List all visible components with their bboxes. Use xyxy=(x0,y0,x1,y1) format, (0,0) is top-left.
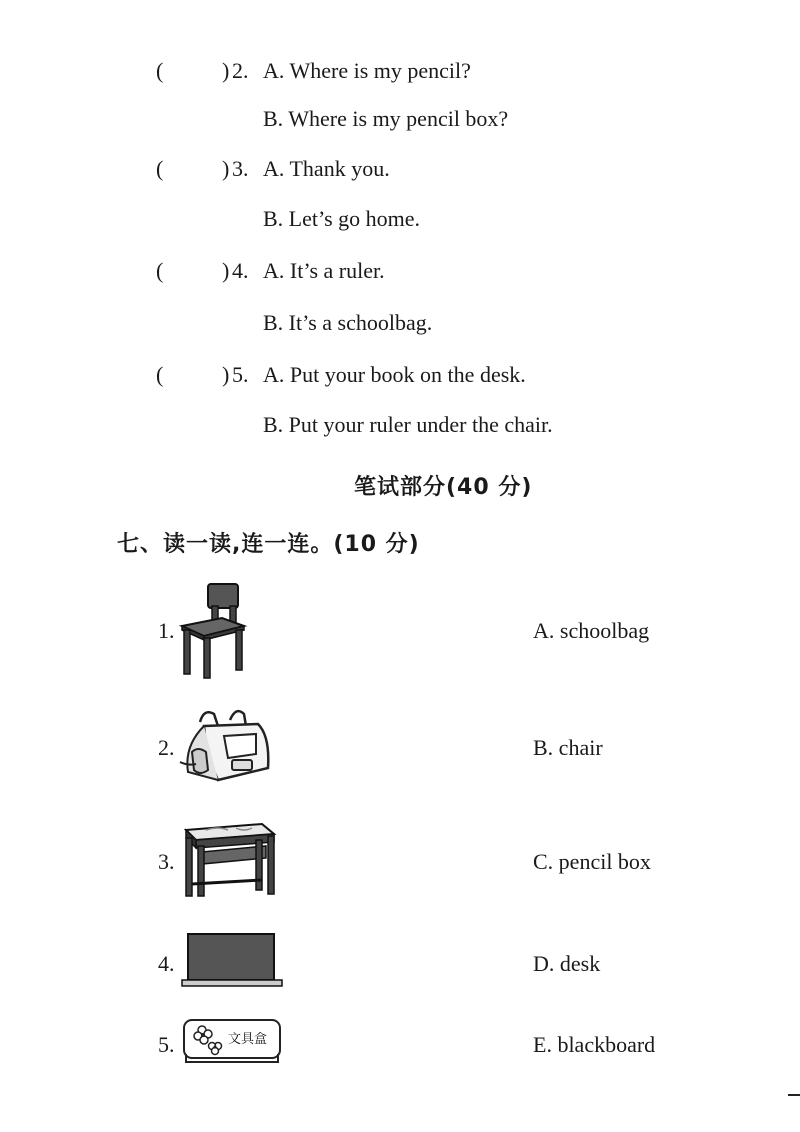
answer-paren-open[interactable]: ( xyxy=(156,156,164,181)
schoolbag-icon[interactable] xyxy=(178,706,276,786)
written-section-title: 笔试部分(40 分) xyxy=(354,475,533,500)
match-number-3: 3. xyxy=(158,849,175,874)
option-b: B. Let’s go home. xyxy=(263,206,421,231)
section-7-title: 七、读一读,连一连。(10 分) xyxy=(117,532,420,557)
match-number-4: 4. xyxy=(158,951,175,976)
word-d[interactable]: D. desk xyxy=(533,951,601,976)
word-c[interactable]: C. pencil box xyxy=(533,849,651,874)
answer-paren-open[interactable]: ( xyxy=(156,258,164,283)
page-edge-mark xyxy=(788,1094,800,1096)
match-number-2: 2. xyxy=(158,735,175,760)
option-a: A. Where is my pencil? xyxy=(263,58,471,83)
option-b: B. It’s a schoolbag. xyxy=(263,310,433,335)
item-number: 4. xyxy=(232,258,249,283)
option-a: A. Thank you. xyxy=(263,156,390,181)
item-number: 2. xyxy=(232,58,249,83)
item-number: 5. xyxy=(232,362,249,387)
answer-paren-close: ) xyxy=(222,258,230,283)
word-b[interactable]: B. chair xyxy=(533,735,603,760)
answer-paren-open[interactable]: ( xyxy=(156,58,164,83)
item-number: 3. xyxy=(232,156,249,181)
word-e[interactable]: E. blackboard xyxy=(533,1032,656,1057)
word-a[interactable]: A. schoolbag xyxy=(533,618,650,643)
option-a: A. Put your book on the desk. xyxy=(263,362,526,387)
blackboard-icon[interactable] xyxy=(178,932,286,992)
pencil-box-label: 文具盒 xyxy=(228,1032,268,1047)
answer-paren-close: ) xyxy=(222,156,230,181)
option-b: B. Where is my pencil box? xyxy=(263,106,509,131)
answer-paren-close: ) xyxy=(222,58,230,83)
chair-icon[interactable] xyxy=(178,580,248,680)
option-b: B. Put your ruler under the chair. xyxy=(263,412,553,437)
desk-icon[interactable] xyxy=(178,818,278,898)
match-number-1: 1. xyxy=(158,618,175,643)
answer-paren-open[interactable]: ( xyxy=(156,362,164,387)
option-a: A. It’s a ruler. xyxy=(263,258,385,283)
answer-paren-close: ) xyxy=(222,362,230,387)
match-number-5: 5. xyxy=(158,1032,175,1057)
pencil-box-icon[interactable] xyxy=(180,1016,284,1066)
